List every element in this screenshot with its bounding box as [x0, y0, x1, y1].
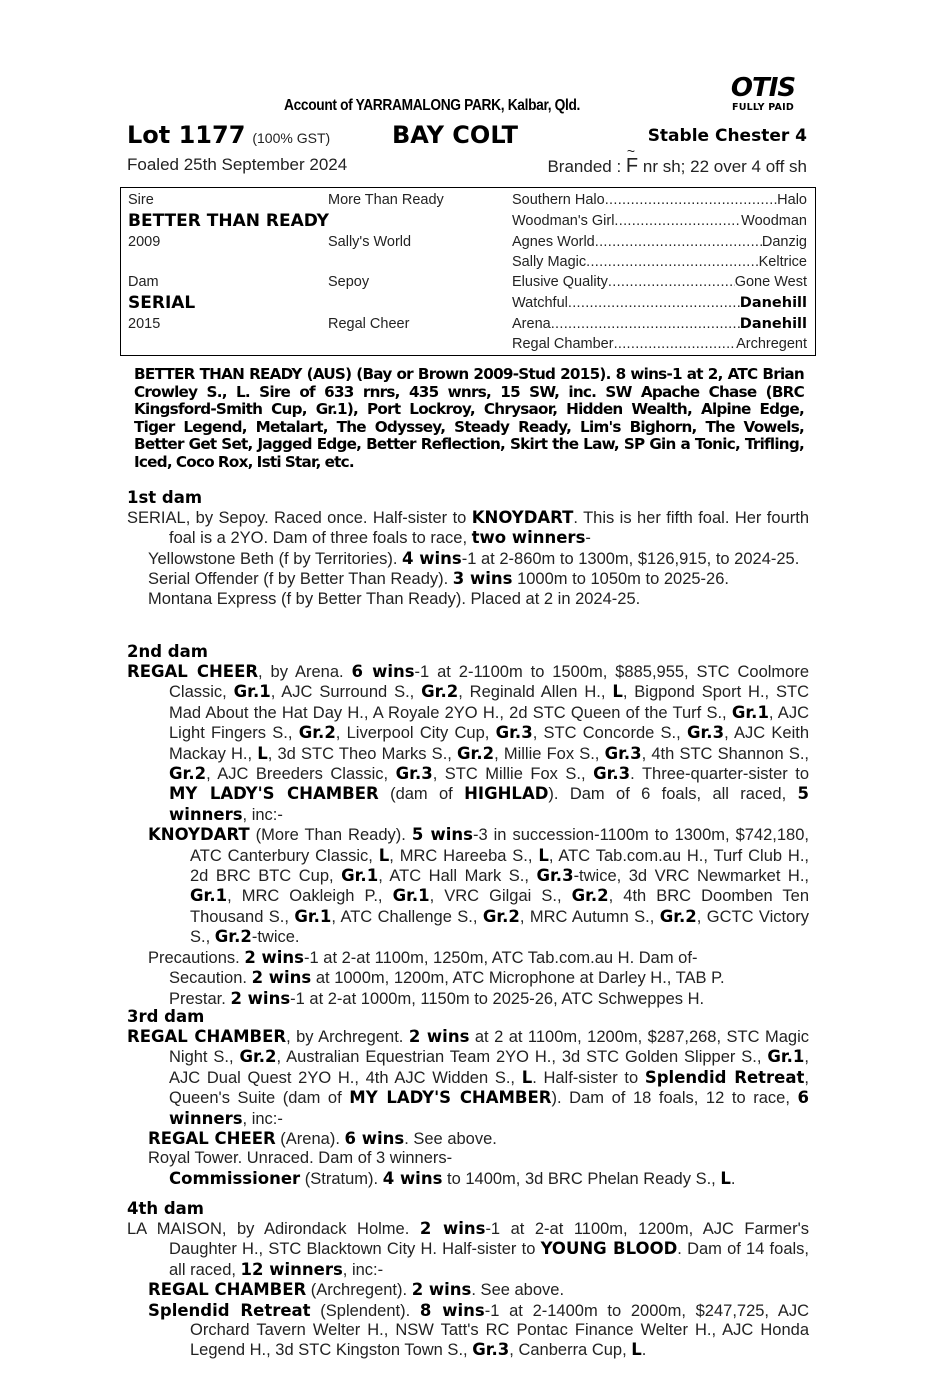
ancestor-name: Regal Chamber	[512, 336, 614, 352]
sire-dam: Sally's World	[328, 234, 412, 250]
ancestor-name: Elusive Quality	[512, 274, 608, 290]
dam-paragraph: LA MAISON, by Adirondack Holme. 2 wins-1 at 2-at 1100m, 1200m, AJC Farmer's Daughter H., STC Blacktown City H. Half-sister to YOUNG BLOOD. Dam of 14 foals, all raced, 12 winners, inc:-	[127, 1219, 810, 1279]
ancestor-name: Agnes World	[512, 234, 595, 250]
section-heading: 2nd dam	[127, 642, 208, 661]
progeny-entry: Splendid Retreat (Splendent). 8 wins-1 at 2-1400m to 2000m, $247,725, AJC Orchard Tavern Welter H., NSW Tatt's RC Pontac Finance Welter H., AJC Honda Legend H., 3d STC Kingston Town S., Gr.3, Canberra Cup, L.	[148, 1300, 809, 1360]
lot-number: Lot 1177	[127, 121, 246, 149]
lot-heading	[127, 121, 330, 150]
ancestor-name: Watchful	[512, 295, 568, 311]
ancestor-name: Sally Magic	[512, 254, 587, 270]
ancestor-row	[512, 254, 807, 270]
ancestor-sire: Danehill	[739, 316, 807, 332]
ancestor-row	[512, 274, 807, 290]
sire-label: Sire	[128, 192, 154, 208]
dam-section-2	[127, 642, 809, 1009]
ancestor-row	[512, 316, 807, 332]
section-heading: 4th dam	[127, 1199, 204, 1218]
foaled-date: Foaled 25th September 2024	[127, 155, 348, 174]
dam-section-1	[127, 488, 809, 609]
dam-paragraph: REGAL CHAMBER, by Archregent. 2 wins at 2 at 1100m, 1200m, $287,268, STC Magic Night S., Gr.2, Australian Equestrian Team 2YO H., 3d STC Golden Slipper S., Gr.1, AJC Dual Quest 2YO H., 4th AJC Widden S., L. Half-sister to Splendid Retreat, Queen's Suite (dam of MY LADY'S CHAMBER). Dam of 18 foals, 12 to race, 6 winners, inc:-	[127, 1027, 809, 1128]
leader-dots	[568, 295, 740, 311]
brand-mark-icon: ~ F	[626, 155, 638, 178]
ancestor-row	[512, 336, 807, 352]
ancestor-sire: Keltrice	[758, 254, 807, 270]
sire-name: BETTER THAN READY	[128, 211, 329, 231]
section-body	[127, 1027, 809, 1189]
pedigree-table	[120, 187, 816, 356]
progeny-entry: Prestar. 2 wins-1 at 2-at 1000m, 1150m to 2025-26, ATC Schweppes H.	[169, 988, 705, 1008]
progeny-entry: Yellowstone Beth (f by Territories). 4 wins-1 at 2-860m to 1300m, $126,915, to 2024-25.	[148, 548, 800, 568]
dam-paragraph: REGAL CHEER, by Arena. 6 wins-1 at 2-1100m to 1500m, $885,955, STC Coolmore Classic, Gr.1, AJC Surround S., Gr.2, Reginald Allen H., L, Bigpond Sport H., STC Mad About the Hat Day H., A Royale 2YO H., 2d STC Queen of the Turf S., Gr.1, AJC Light Fingers S., Gr.2, Liverpool City Cup, Gr.3, STC Concorde S., Gr.3, AJC Keith Mackay H., L, 3d STC Theo Marks S., Gr.2, Millie Fox S., Gr.3, 4th STC Shannon S., Gr.2, AJC Breeders Classic, Gr.3, STC Millie Fox S., Gr.3. Three-quarter-sister to MY LADY'S CHAMBER (dam of HIGHLAD). Dam of 6 foals, all raced, 5 winners, inc:-	[127, 662, 810, 824]
fully-paid-badge: FULLY PAID	[732, 102, 794, 113]
vendor-account: Account of YARRAMALONG PARK, Kalbar, Qld.	[284, 97, 581, 114]
branded-label: Branded :	[547, 157, 622, 176]
dam-name: SERIAL	[128, 293, 196, 313]
otis-logo	[718, 74, 808, 114]
dam-year: 2015	[128, 316, 161, 332]
ancestor-sire: Gone West	[734, 274, 807, 290]
dam-section-4	[127, 1199, 809, 1361]
leader-dots	[614, 213, 741, 229]
ancestor-row	[512, 295, 807, 311]
progeny-entry: REGAL CHAMBER (Archregent). 2 wins. See above.	[148, 1280, 565, 1300]
section-heading: 1st dam	[127, 488, 203, 507]
leader-dots	[605, 192, 777, 208]
dam-dam: Regal Cheer	[328, 316, 410, 332]
dam-section-3	[127, 1007, 809, 1189]
leader-dots	[595, 234, 762, 250]
ancestor-row	[512, 192, 807, 208]
leader-dots	[608, 274, 735, 290]
section-body	[127, 1219, 809, 1361]
progeny-entry: Serial Offender (f by Better Than Ready). 3 wins 1000m to 1050m to 2025-26.	[148, 569, 729, 589]
leader-dots	[586, 254, 759, 270]
section-heading: 3rd dam	[127, 1007, 205, 1026]
branded-detail: nr sh; 22 over 4 off sh	[642, 157, 807, 176]
sire-summary: BETTER THAN READY (AUS) (Bay or Brown 2009-Stud 2015). 8 wins-1 at 2, ATC Brian Crowley S., L. Sire of 633 rnrs, 435 wnrs, 15 SW, inc. SW Apache Chase (BRC Kingsford-Smith Cup, Gr.1), Port Lockroy, Chrysaor, Hidden Wealth, Alpine Edge, Tiger Legend, Metalart, The Odyssey, Steady Ready, Lim's Bighorn, The Vowels, Better Get Set, Jagged Edge, Better Reflection, Skirt the Law, SP Gin a Tonic, Trifling, Iced, Coco Rox, Isti Star, etc.	[134, 365, 804, 471]
progeny-entry: Precautions. 2 wins-1 at 2-at 1100m, 1250m, ATC Tab.com.au H. Dam of-	[148, 947, 698, 967]
horse-description: BAY COLT	[392, 121, 519, 149]
ancestor-sire: Halo	[777, 192, 807, 208]
sire-sire: More Than Ready	[328, 192, 444, 208]
ancestor-sire: Danehill	[739, 295, 807, 311]
dam-paragraph: SERIAL, by Sepoy. Raced once. Half-sister to KNOYDART. This is her fifth foal. Her fourth foal is a 2YO. Dam of three foals to race, two winners-	[127, 508, 809, 548]
ancestor-name: Arena	[512, 316, 551, 332]
section-body	[127, 508, 809, 609]
otis-brand-mark: OTIS	[730, 73, 796, 103]
progeny-entry: KNOYDART (More Than Ready). 5 wins-3 in succession-1100m to 1300m, $742,180, ATC Canterbury Classic, L, MRC Hareeba S., L, ATC Tab.com.au H., Turf Club H., 2d BRC BTC Cup, Gr.1, ATC Hall Mark S., Gr.3-twice, 3d VRC Newmarket H., Gr.1, MRC Oakleigh P., Gr.1, VRC Gilgai S., Gr.2, 4th BRC Doomben Ten Thousand S., Gr.1, ATC Challenge S., Gr.2, MRC Autumn S., Gr.2, GCTC Victory S., Gr.2-twice.	[148, 825, 810, 947]
progeny-entry: Commissioner (Stratum). 4 wins to 1400m, 3d BRC Phelan Ready S., L.	[169, 1168, 736, 1188]
ancestor-sire: Archregent	[736, 336, 807, 352]
progeny-entry: Royal Tower. Unraced. Dam of 3 winners-	[148, 1149, 453, 1168]
leader-dots	[614, 336, 737, 352]
section-body	[127, 662, 809, 1009]
dam-sire: Sepoy	[328, 274, 370, 290]
ancestor-row	[512, 213, 807, 229]
ancestor-name: Southern Halo	[512, 192, 605, 208]
sire-year: 2009	[128, 234, 161, 250]
ancestor-name: Woodman's Girl	[512, 213, 615, 229]
dam-label: Dam	[128, 274, 159, 290]
ancestor-sire: Danzig	[761, 234, 807, 250]
progeny-entry: Montana Express (f by Better Than Ready). Placed at 2 in 2024-25.	[148, 589, 641, 608]
progeny-entry: REGAL CHEER (Arena). 6 wins. See above.	[148, 1129, 497, 1149]
progeny-entry: Secaution. 2 wins at 1000m, 1200m, ATC Microphone at Darley H., TAB P.	[169, 968, 725, 988]
branded-info	[547, 155, 807, 178]
gst-note: (100% GST)	[252, 130, 331, 146]
leader-dots	[551, 316, 740, 332]
stable-location: Stable Chester 4	[647, 126, 807, 146]
ancestor-sire: Woodman	[741, 213, 807, 229]
ancestor-row	[512, 234, 807, 250]
